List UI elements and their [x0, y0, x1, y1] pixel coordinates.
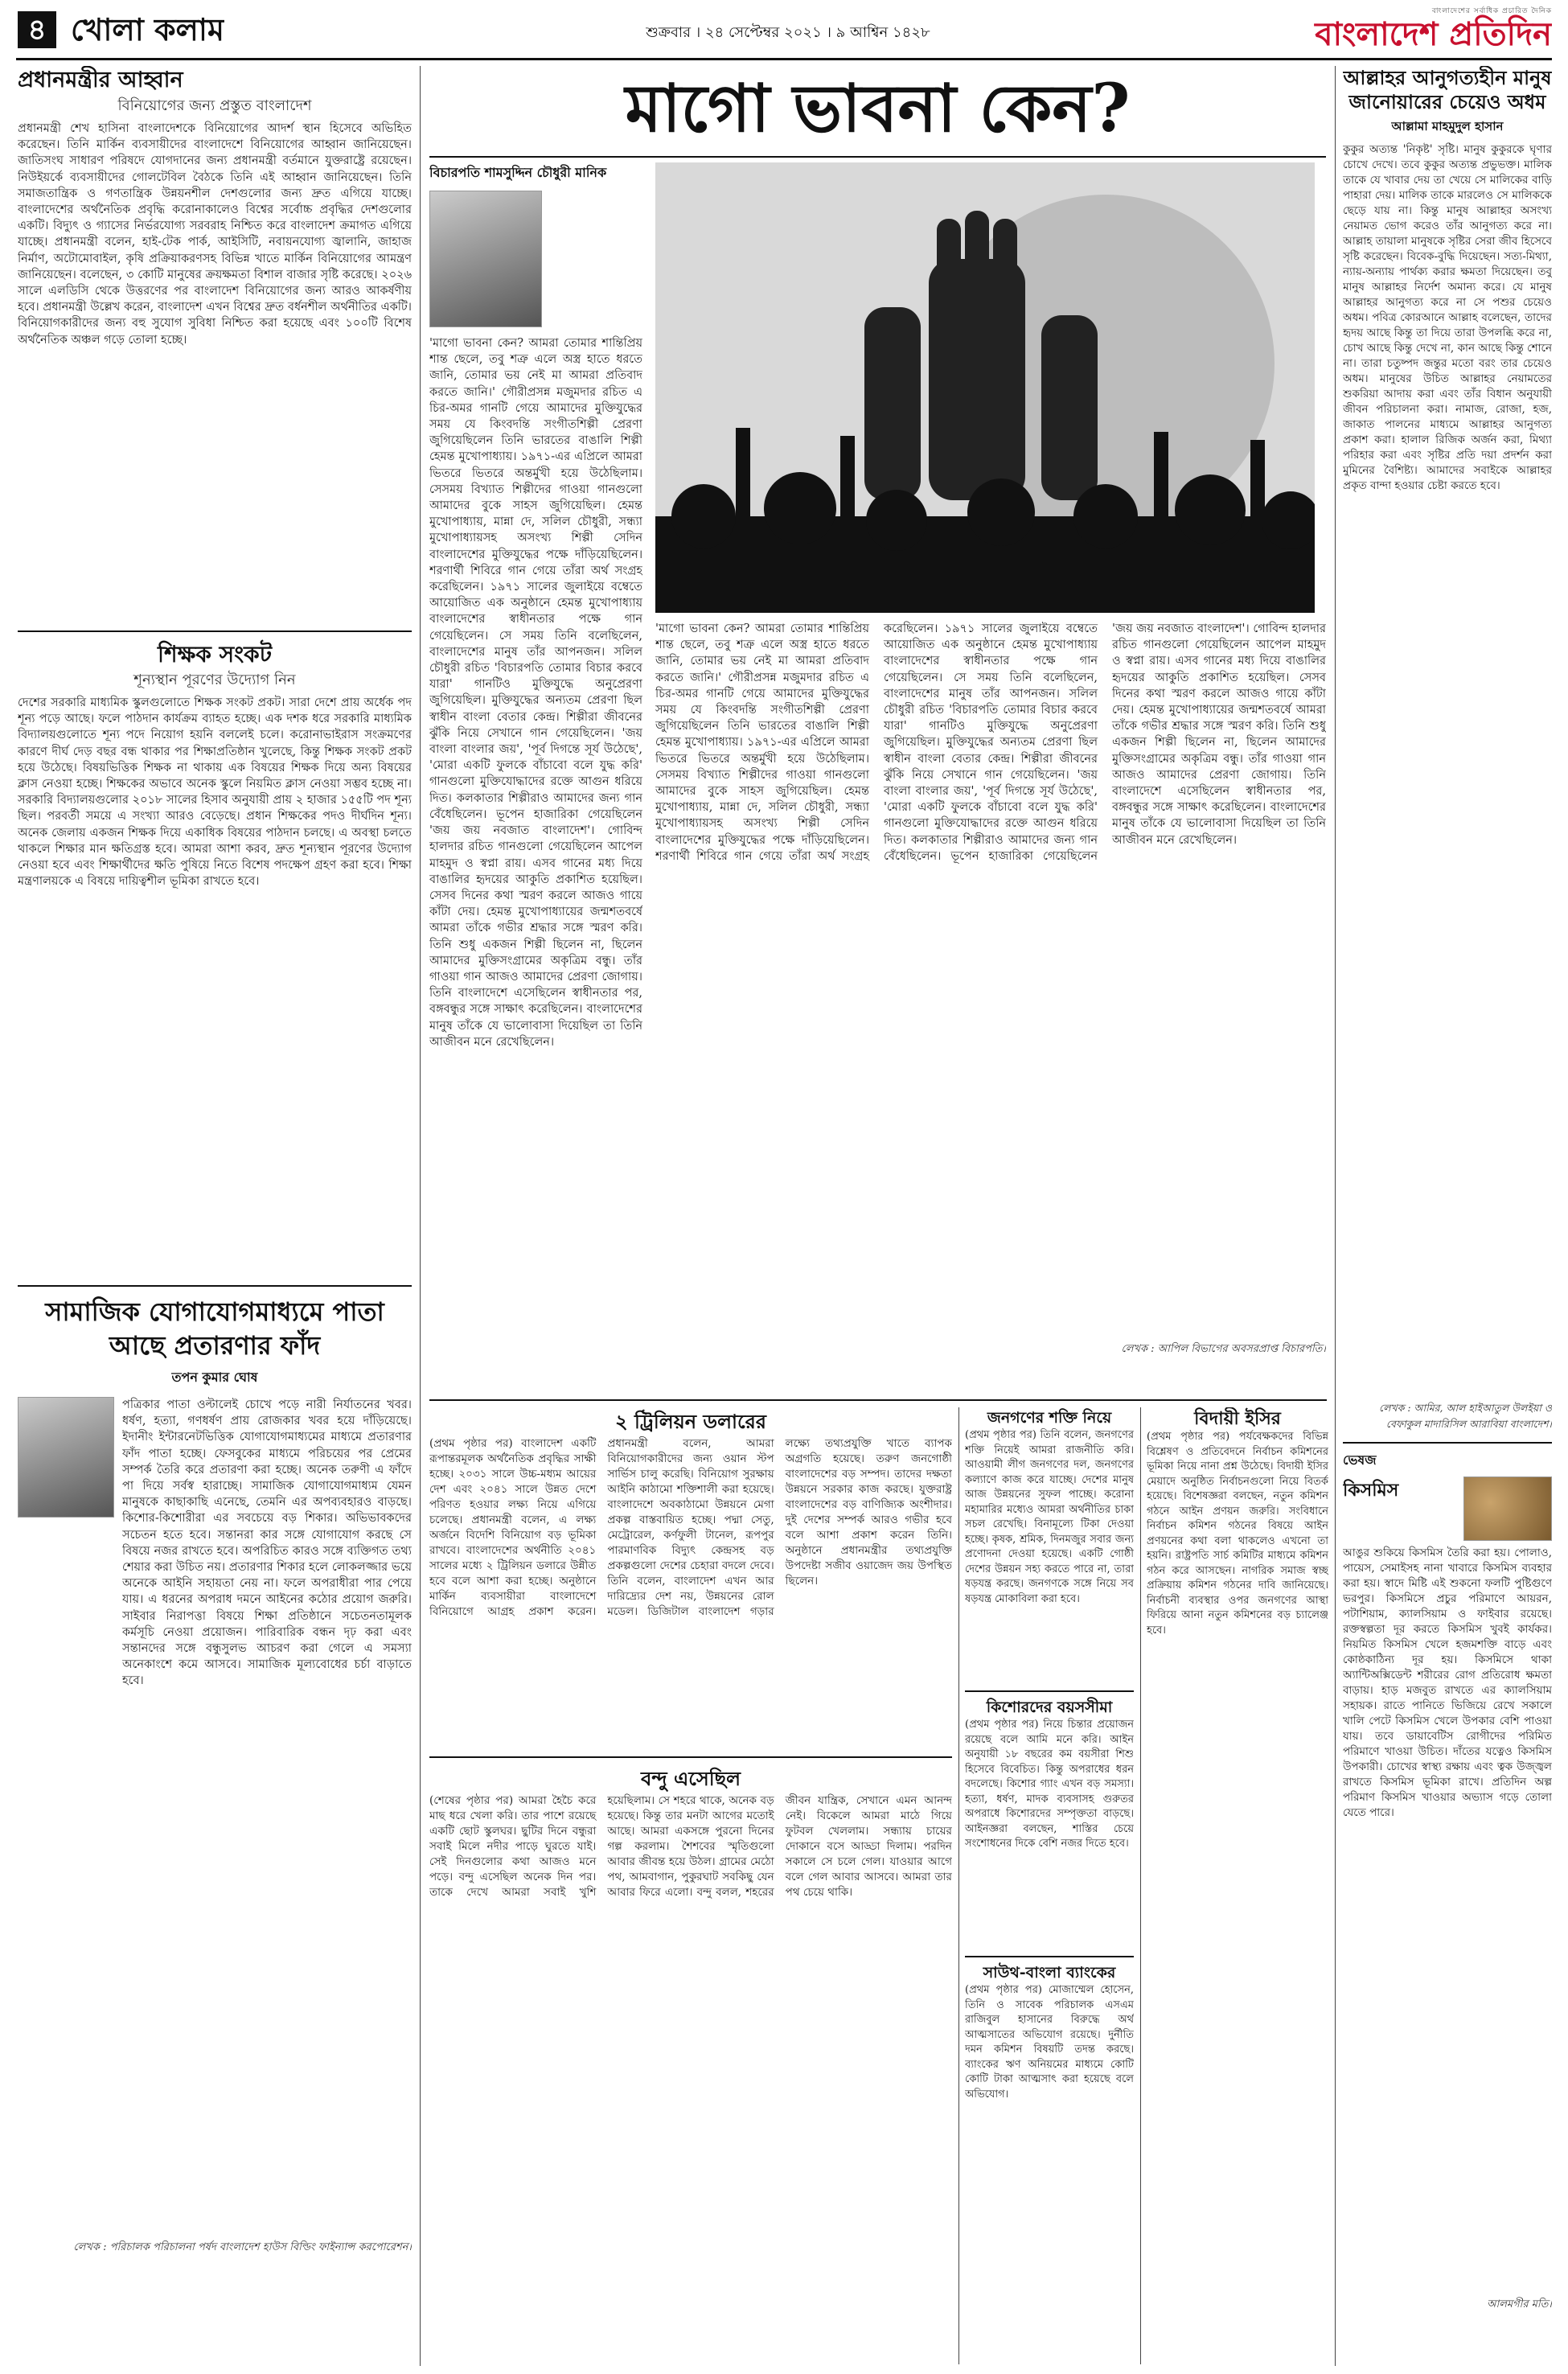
- social-byline: তপন কুমার ঘোষ: [171, 1370, 258, 1385]
- author-photo: [18, 1397, 114, 1518]
- center-article: [429, 64, 1326, 1391]
- column-rule: [958, 1407, 959, 2364]
- allah-body: কুকুর অত্যন্ত 'নিকৃষ্ট' সৃষ্টি। মানুষ কুকুরকে ঘৃণার চোখে দেখে। তবে কুকুর অত্যন্ত প্রভুভক্ত। মালিক তাকে যে খাবার দেয় তা খেয়ে সে মালিকের বাড়ি পাহারা দেয়। মালিক তাকে মারলেও সে মালিককে ছেড়ে যায় না। কিন্তু মানুষ আল্লাহর অসংখ্য নেয়ামত ভোগ করেও তাঁর আনুগত্য করে না। আল্লাহ তায়ালা মানুষকে সৃষ্টির সেরা জীব হিসেবে সৃষ্টি করেছেন। বিবেক-বুদ্ধি দিয়েছেন। সত্য-মিথ্যা, ন্যায়-অন্যায় পার্থক্য করার ক্ষমতা দিয়েছেন। তবু মানুষ আল্লাহর নির্দেশ অমান্য করে। যে মানুষ আল্লাহর আনুগত্য করে না সে পশুর চেয়েও অধম। পবিত্র কোরআনে আল্লাহ বলেছেন, তাদের হৃদয় আছে কিন্তু তা দিয়ে তারা উপলব্ধি করে না, চোখ আছে কিন্তু দেখে না, কান আছে কিন্তু শোনে না। তারা চতুষ্পদ জন্তুর মতো বরং তার চেয়েও অধম। মানুষের উচিত আল্লাহর নেয়ামতের শুকরিয়া আদায় করা এবং তাঁর বিধান অনুযায়ী জীবন পরিচালনা করা। নামাজ, রোজা, হজ, জাকাত পালনের মাধ্যমে আল্লাহর আনুগত্য প্রকাশ করা। হালাল রিজিক অর্জন করা, মিথ্যা পরিহার করা এবং সৃষ্টির প্রতি দয়া প্রদর্শন করা মুমিনের বৈশিষ্ট্য। আমাদের সবাইকে আল্লাহর প্রকৃত বান্দা হওয়ার চেষ্টা করতে হবে।: [1343, 143, 1552, 492]
- masthead[interactable]: [1262, 5, 1552, 53]
- kishor-title: কিশোরদের বয়সসীমা: [986, 1698, 1113, 1716]
- pm-body: প্রধানমন্ত্রী শেখ হাসিনা বাংলাদেশকে বিনিয়োগের আদর্শ স্থান হিসেবে অভিহিত করেছেন। তিনি মার্কিন ব্যবসায়ীদের বাংলাদেশে বিনিয়োগের আহ্বান জানিয়েছেন। জাতিসংঘ সাধারণ পরিষদে যোগদানের জন্য প্রধানমন্ত্রী বর্তমানে যুক্তরাষ্ট্রে রয়েছেন। নিউইয়র্কে ব্যবসায়ীদের গোলটেবিল বৈঠকে তিনি এই আহ্বান জানিয়েছেন। তিনি সমাজতান্ত্রিক ও গণতান্ত্রিক উন্নয়নশীল দেশগুলোর জন্য দ্রুত এগিয়ে যাচ্ছে। বাংলাদেশের অর্থনৈতিক প্রবৃদ্ধি করোনাকালেও বিশ্বের সর্বোচ্চ প্রবৃদ্ধির দেশগুলোর একটি। বিদ্যুৎ ও গ্যাসের নির্ভরযোগ্য সরবরাহ নিশ্চিত করে বাংলাদেশ ক্রমাগত এগিয়ে যাচ্ছে। প্রধানমন্ত্রী বলেন, হাই-টেক পার্ক, আইসিটি, নবায়নযোগ্য জ্বালানি, জাহাজ নির্মাণ, অটোমোবাইল, কৃষি প্রক্রিয়াকরণসহ বিভিন্ন খাতে মার্কিন বিনিয়োগের আমন্ত্রণ জানিয়েছেন। বলেছেন, ৩ কোটি মানুষের ক্রয়ক্ষমতা বিশাল বাজার সৃষ্টি করেছে। ২০২৬ সালে এলডিসি থেকে উত্তরণের পর বাংলাদেশ বিনিয়োগের জন্য আরও আকর্ষণীয় হবে। প্রধানমন্ত্রী উল্লেখ করেন, বাংলাদেশ এখন বিশ্বের দ্রুত বর্ধনশীল অর্থনীতির একটি। বিনিয়োগকারীদের জন্য বহু সুযোগ সুবিধা নিশ্চিত করা হয়েছে এবং ১০০টি বিশেষ অর্থনৈতিক অঞ্চল গড়ে তোলা হচ্ছে।: [18, 122, 412, 347]
- article-body-part-1: 'মাগো ভাবনা কেন? আমরা তোমার শান্তিপ্রিয় শান্ত ছেলে, তবু শত্রু এলে অস্ত্র হাতে ধরতে জানি, তোমার ভয় নেই মা আমরা প্রতিবাদ করতে জানি।' গৌরীপ্রসন্ন মজুমদার রচিত এ চির-অমর গানটি গেয়ে আমাদের মুক্তিযুদ্ধের সময় যে কিংবদন্তি সংগীতশিল্পী প্রেরণা জুগিয়েছিলেন তিনি ভারতের বাঙালি শিল্পী হেমন্ত মুখোপাধ্যায়। ১৯৭১-এর এপ্রিলে আমরা ভিতরে ভিতরে অন্তর্মুখী হয়ে উঠেছিলাম। সেসময় বিখ্যাত শিল্পীদের গাওয়া গানগুলো আমাদের বুকে সাহস জুগিয়েছিল। হেমন্ত মুখোপাধ্যায়, মান্না দে, সলিল চৌধুরী, সন্ধ্যা মুখোপাধ্যায়সহ অসংখ্য শিল্পী সেদিন বাংলাদেশের মুক্তিযুদ্ধের পক্ষে দাঁড়িয়েছিলেন। শরণার্থী শিবিরে গান গেয়ে তাঁরা অর্থ সংগ্রহ করেছিলেন। ১৯৭১ সালের জুলাইয়ে বম্বেতে আয়োজিত এক অনুষ্ঠানে হেমন্ত মুখোপাধ্যায় বাংলাদেশের স্বাধীনতার পক্ষে গান গেয়েছিলেন। সে সময় তিনি বলেছিলেন, বাংলাদেশের মানুষ তাঁর আপনজন। সলিল চৌধুরী রচিত 'বিচারপতি তোমার বিচার করবে যারা' গানটিও মুক্তিযুদ্ধে অনুপ্রেরণা জুগিয়েছিল। মুক্তিযুদ্ধের অন্যতম প্রেরণা ছিল স্বাধীন বাংলা বেতার কেন্দ্র। শিল্পীরা জীবনের ঝুঁকি নিয়ে সেখানে গান গেয়েছিলেন। 'জয় বাংলা বাংলার জয়', 'পূর্ব দিগন্তে সূর্য উঠেছে', 'মোরা একটি ফুলকে বাঁচাবো বলে যুদ্ধ করি' গানগুলো মুক্তিযোদ্ধাদের রক্তে আগুন ধরিয়ে দিত। কলকাতার শিল্পীরাও আমাদের জন্য গান বেঁধেছিলেন। ভূপেন হাজারিকা গেয়েছিলেন 'জয় জয় নবজাত বাংলাদেশ'। গোবিন্দ হালদার রচিত গানগুলো গেয়েছিলেন আপেল মাহমুদ ও স্বপ্না রায়। এসব গানের মধ্য দিয়ে বাঙালির হৃদয়ের আকুতি প্রকাশিত হয়েছিল। সেসব দিনের কথা স্মরণ করলে আজও গায়ে কাঁটা দেয়। হেমন্ত মুখোপাধ্যায়ের জন্মশতবর্ষে আমরা তাঁকে গভীর শ্রদ্ধার সঙ্গে স্মরণ করি। তিনি শুধু একজন শিল্পী ছিলেন না, ছিলেন আমাদের মুক্তিসংগ্রামের অকৃত্রিম বন্ধু। তাঁর গাওয়া গান আজও আমাদের প্রেরণা জোগায়। তিনি বাংলাদেশে এসেছিলেন স্বাধীনতার পর, বঙ্গবন্ধুর সঙ্গে সাক্ষাৎ করেছিলেন। বাংলাদেশের মানুষ তাঁকে যে ভালোবাসা দিয়েছিল তা তিনি আজীবন মনে রেখেছিলেন।: [429, 337, 642, 1049]
- divider: [18, 1285, 412, 1287]
- article-body-part-2: 'মাগো ভাবনা কেন? আমরা তোমার শান্তিপ্রিয় শান্ত ছেলে, তবু শত্রু এলে অস্ত্র হাতে ধরতে জানি, তোমার ভয় নেই মা আমরা প্রতিবাদ করতে জানি।' গৌরীপ্রসন্ন মজুমদার রচিত এ চির-অমর গানটি গেয়ে আমাদের মুক্তিযুদ্ধের সময় যে কিংবদন্তি সংগীতশিল্পী প্রেরণা জুগিয়েছিলেন তিনি ভারতের বাঙালি শিল্পী হেমন্ত মুখোপাধ্যায়। ১৯৭১-এর এপ্রিলে আমরা ভিতরে ভিতরে অন্তর্মুখী হয়ে উঠেছিলাম। সেসময় বিখ্যাত শিল্পীদের গাওয়া গানগুলো আমাদের বুকে সাহস জুগিয়েছিল। হেমন্ত মুখোপাধ্যায়, মান্না দে, সলিল চৌধুরী, সন্ধ্যা মুখোপাধ্যায়সহ অসংখ্য শিল্পী সেদিন বাংলাদেশের মুক্তিযুদ্ধের পক্ষে দাঁড়িয়েছিলেন। শরণার্থী শিবিরে গান গেয়ে তাঁরা অর্থ সংগ্রহ করেছিলেন। ১৯৭১ সালের জুলাইয়ে বম্বেতে আয়োজিত এক অনুষ্ঠানে হেমন্ত মুখোপাধ্যায় বাংলাদেশের স্বাধীনতার পক্ষে গান গেয়েছিলেন। সে সময় তিনি বলেছিলেন, বাংলাদেশের মানুষ তাঁর আপনজন। সলিল চৌধুরী রচিত 'বিচারপতি তোমার বিচার করবে যারা' গানটিও মুক্তিযুদ্ধে অনুপ্রেরণা জুগিয়েছিল। মুক্তিযুদ্ধের অন্যতম প্রেরণা ছিল স্বাধীন বাংলা বেতার কেন্দ্র। শিল্পীরা জীবনের ঝুঁকি নিয়ে সেখানে গান গেয়েছিলেন। 'জয় বাংলা বাংলার জয়', 'পূর্ব দিগন্তে সূর্য উঠেছে', 'মোরা একটি ফুলকে বাঁচাবো বলে যুদ্ধ করি' গানগুলো মুক্তিযোদ্ধাদের রক্তে আগুন ধরিয়ে দিত। কলকাতার শিল্পীরাও আমাদের জন্য গান বেঁধেছিলেন। ভূপেন হাজারিকা গেয়েছিলেন 'জয় জয় নবজাত বাংলাদেশ'। গোবিন্দ হালদার রচিত গানগুলো গেয়েছিলেন আপেল মাহমুদ ও স্বপ্না রায়। এসব গানের মধ্য দিয়ে বাঙালির হৃদয়ের আকুতি প্রকাশিত হয়েছিল। সেসব দিনের কথা স্মরণ করলে আজও গায়ে কাঁটা দেয়। হেমন্ত মুখোপাধ্যায়ের জন্মশতবর্ষে আমরা তাঁকে গভীর শ্রদ্ধার সঙ্গে স্মরণ করি। তিনি শুধু একজন শিল্পী ছিলেন না, ছিলেন আমাদের মুক্তিসংগ্রামের অকৃত্রিম বন্ধু। তাঁর গাওয়া গান আজও আমাদের প্রেরণা জোগায়। তিনি বাংলাদেশে এসেছিলেন স্বাধীনতার পর, বঙ্গবন্ধুর সঙ্গে সাক্ষাৎ করেছিলেন। বাংলাদেশের মানুষ তাঁকে যে ভালোবাসা দিয়েছিল তা তিনি আজীবন মনে রেখেছিলেন।: [655, 622, 1326, 863]
- trillion-body: (প্রথম পৃষ্ঠার পর) বাংলাদেশ একটি রূপান্তরমূলক অর্থনৈতিক প্রবৃদ্ধির সাক্ষী হচ্ছে। ২০৩১ সালে উচ্চ-মধ্যম আয়ের দেশ এবং ২০৪১ সালে উন্নত দেশে পরিণত হওয়ার লক্ষ্য নিয়ে এগিয়ে চলেছে। প্রধানমন্ত্রী বলেন, এ লক্ষ্য অর্জনে বিদেশি বিনিয়োগ বড় ভূমিকা রাখবে। বাংলাদেশের অর্থনীতি ২০৪১ সালের মধ্যে ২ ট্রিলিয়ন ডলারে উন্নীত হবে বলে আশা করা হচ্ছে। অনুষ্ঠানে মার্কিন ব্যবসায়ীরা বাংলাদেশে বিনিয়োগে আগ্রহ প্রকাশ করেন। প্রধানমন্ত্রী বলেন, আমরা বিনিয়োগকারীদের জন্য ওয়ান স্টপ সার্ভিস চালু করেছি। বিনিয়োগ সুরক্ষায় আইনি কাঠামো শক্তিশালী করা হয়েছে। বাংলাদেশে অবকাঠামো উন্নয়নে মেগা প্রকল্প বাস্তবায়িত হচ্ছে। পদ্মা সেতু, মেট্রোরেল, কর্ণফুলী টানেল, রূপপুর পারমাণবিক বিদ্যুৎ কেন্দ্রসহ বড় প্রকল্পগুলো দেশের চেহারা বদলে দেবে। তিনি বলেন, বাংলাদেশ এখন আর দারিদ্র্যের দেশ নয়, উন্নয়নের রোল মডেল। ডিজিটাল বাংলাদেশ গড়ার লক্ষ্যে তথ্যপ্রযুক্তি খাতে ব্যাপক অগ্রগতি হয়েছে। তরুণ জনগোষ্ঠী বাংলাদেশের বড় সম্পদ। তাদের দক্ষতা উন্নয়নে সরকার কাজ করছে। যুক্তরাষ্ট্র বাংলাদেশের বড় বাণিজ্যিক অংশীদার। দুই দেশের সম্পর্ক আরও গভীর হবে বলে আশা প্রকাশ করেন তিনি। অনুষ্ঠানে প্রধানমন্ত্রীর তথ্যপ্রযুক্তি উপদেষ্টা সজীব ওয়াজেদ জয় উপস্থিত ছিলেন।: [429, 1437, 952, 1618]
- kishor-body: (প্রথম পৃষ্ঠার পর) নিয়ে চিন্তার প্রয়োজন রয়েছে বলে আমি মনে করি। আইন অনুযায়ী ১৮ বছরের কম বয়সীরা শিশু হিসেবে বিবেচিত। কিন্তু অপরাধের ধরন বদলেছে। কিশোর গ্যাং এখন বড় সমস্যা। হত্যা, ধর্ষণ, মাদক ব্যবসাসহ গুরুতর অপরাধে কিশোরদের সম্পৃক্ততা বাড়ছে। আইনজ্ঞরা বলছেন, শাস্তির চেয়ে সংশোধনের দিকে বেশি নজর দিতে হবে।: [965, 1719, 1134, 1850]
- divider: [18, 630, 412, 632]
- pm-title: প্রধানমন্ত্রীর আহ্বান: [18, 68, 183, 92]
- column-rule: [1140, 1407, 1141, 2364]
- southbangla-body: (প্রথম পৃষ্ঠার পর) মোজাম্মেল হোসেন, তিনি ও সাবেক পরিচালক এসএম রাজিবুল হাসানের বিরুদ্ধে অর্থ আত্মসাতের অভিযোগ রয়েছে। দুর্নীতি দমন কমিশন বিষয়টি তদন্ত করছে। ব্যাংকের ঋণ অনিয়মের মাধ্যমে কোটি কোটি টাকা আত্মসাৎ করা হয়েছে বলে অভিযোগ।: [965, 1984, 1134, 2101]
- social-title: সামাজিক যোগাযোগমাধ্যমে পাতা আছে প্রতারণার ফাঁদ: [45, 1296, 384, 1361]
- health-endnote: আলমগীর মতি।: [1487, 2298, 1552, 2310]
- allah-byline: আল্লামা মাহমুদুল হাসান: [1391, 119, 1504, 133]
- page-number: ৪: [18, 11, 56, 48]
- social-body: পত্রিকার পাতা ওল্টালেই চোখে পড়ে নারী নির্যাতনের খবর। ধর্ষণ, হত্যা, গণধর্ষণ প্রায় রোজকার খবর হয়ে দাঁড়িয়েছে। ইদানীং ইন্টারনেটভিত্তিক যোগাযোগমাধ্যমের মাধ্যমে প্রতারণার ফাঁদ পাতা হচ্ছে। ফেসবুকের মাধ্যমে পরিচয়ের পর প্রেমের সম্পর্ক তৈরি করে প্রতারণা করা হচ্ছে। অনেক তরুণী এ ফাঁদে পা দিয়ে সর্বস্ব হারাচ্ছে। সামাজিক যোগাযোগমাধ্যম যেমন মানুষকে কাছাকাছি এনেছে, তেমনি এর অপব্যবহারও বাড়ছে। কিশোর-কিশোরীরা এর সবচেয়ে বড় শিকার। অভিভাবকদের সচেতন হতে হবে। সন্তানরা কার সঙ্গে যোগাযোগ করছে সে বিষয়ে নজর রাখতে হবে। অপরিচিত কারও সঙ্গে ব্যক্তিগত তথ্য শেয়ার করা উচিত নয়। প্রতারণার শিকার হলে লোকলজ্জার ভয়ে অনেকে আইনি সহায়তা নেয় না। ফলে অপরাধীরা পার পেয়ে যায়। এ ধরনের অপরাধ দমনে আইনের কঠোর প্রয়োগ জরুরি। সাইবার নিরাপত্তা বিষয়ে শিক্ষা প্রতিষ্ঠানে সচেতনতামূলক কর্মসূচি নেওয়া প্রয়োজন। পারিবারিক বন্ধন দৃঢ় করা এবং সন্তানদের সঙ্গে বন্ধুসুলভ আচরণ করা গেলে এ সমস্যা অনেকাংশে কমে আসবে। সামাজিক মূল্যবোধের চর্চা বাড়াতে হবে।: [122, 1399, 412, 1688]
- column-rule: [420, 66, 421, 2366]
- southbangla-title: সাউথ-বাংলা ব্যাংকের: [983, 1964, 1116, 1982]
- esir-article: [1147, 1407, 1328, 2364]
- teacher-title: শিক্ষক সংকট: [158, 641, 272, 667]
- column-rule: [1335, 66, 1336, 2366]
- janagan-title: জনগণের শক্তি নিয়ে: [987, 1409, 1112, 1427]
- social-endnote: লেখক : পরিচালক পরিচালনা পর্ষদ বাংলাদেশ হাউস বিল্ডিং ফাইন্যান্স করপোরেশন।: [73, 2241, 412, 2253]
- divider: [429, 156, 1326, 158]
- masthead-logo: বাংলাদেশ প্রতিদিন: [1315, 15, 1552, 53]
- janagan-body: (প্রথম পৃষ্ঠার পর) তিনি বলেন, জনগণের শক্তি নিয়েই আমরা রাজনীতি করি। আওয়ামী লীগ জনগণের দল, জনগণের কল্যাণে কাজ করে যাচ্ছে। দেশের মানুষ আজ উন্নয়নের সুফল পাচ্ছে। করোনা মহামারির মধ্যেও আমরা অর্থনীতির চাকা সচল রেখেছি। বিনামূল্যে টিকা দেওয়া হচ্ছে। কৃষক, শ্রমিক, দিনমজুর সবার জন্য প্রণোদনা দেওয়া হয়েছে। একটি গোষ্ঠী দেশের উন্নয়ন সহ্য করতে পারে না, তারা ষড়যন্ত্র করছে। জনগণকে সঙ্গে নিয়ে সব ষড়যন্ত্র মোকাবিলা করা হবে।: [965, 1429, 1134, 1605]
- teacher-body: দেশের সরকারি মাধ্যমিক স্কুলগুলোতে শিক্ষক সংকট প্রকট। সারা দেশে প্রায় অর্ধেক পদ শূন্য পড়ে আছে। ফলে পাঠদান কার্যক্রম ব্যাহত হচ্ছে। এক দশক ধরে সরকারি মাধ্যমিক বিদ্যালয়গুলোতে শূন্য পদে নিয়োগ হয়নি বললেই চলে। করোনাভাইরাস সংক্রমণের কারণে দীর্ঘ দেড় বছর বন্ধ থাকার পর শিক্ষাপ্রতিষ্ঠান খুলেছে, কিন্তু শিক্ষক সংকট প্রকট হয়ে উঠেছে। বিষয়ভিত্তিক শিক্ষক না থাকায় এক বিষয়ের শিক্ষক দিয়ে অন্য বিষয়ের ক্লাস নেওয়া হচ্ছে। শিক্ষকের অভাবে অনেক স্কুলে নিয়মিত ক্লাস নেওয়া সম্ভব হচ্ছে না। সরকারি বিদ্যালয়গুলোর ২০১৮ সালের হিসাব অনুযায়ী প্রায় ২ হাজার ১৫৫টি পদ শূন্য ছিল। পরবর্তী সময়ে এ সংখ্যা আরও বেড়েছে। প্রধান শিক্ষকের পদও দীর্ঘদিন শূন্য। অনেক জেলায় একজন শিক্ষক দিয়ে একাধিক বিষয়ের পাঠদান চলছে। এ অবস্থা চলতে থাকলে শিক্ষার মান ক্ষতিগ্রস্ত হবে। আমরা আশা করব, দ্রুত শূন্যস্থান পূরণের উদ্যোগ নেওয়া হবে এবং শিক্ষার্থীদের ক্ষতি পুষিয়ে নিতে বিশেষ পদক্ষেপ গ্রহণ করা হবে। শিক্ষা মন্ত্রণালয়কে এ বিষয়ে দায়িত্বশীল ভূমিকা রাখতে হবে।: [18, 696, 412, 889]
- raisin-image: [1463, 1477, 1552, 1541]
- illustration-fist-crowd: [655, 162, 1315, 613]
- bandhu-title: বন্দু এসেছিল: [640, 1767, 741, 1790]
- pm-subtitle: বিনিয়োগের জন্য প্রস্তুত বাংলাদেশ: [117, 97, 312, 114]
- bandhu-body: (শেষের পৃষ্ঠার পর) আমরা হৈচৈ করে মাছ ধরে খেলা করি। তার পাশে রয়েছে একটি ছোট স্কুলঘর। ছুটির দিনে বন্ধুরা সবাই মিলে নদীর পাড়ে ঘুরতে যাই। সেই দিনগুলোর কথা আজও মনে পড়ে। বন্দু এসেছিল অনেক দিন পর। তাকে দেখে আমরা সবাই খুশি হয়েছিলাম। সে শহরে থাকে, অনেক বড় হয়েছে। কিন্তু তার মনটা আগের মতোই আছে। আমরা একসঙ্গে পুরনো দিনের গল্প করলাম। শৈশবের স্মৃতিগুলো আবার জীবন্ত হয়ে উঠল। গ্রামের মেঠো পথ, আমবাগান, পুকুরঘাট সবকিছু যেন আবার ফিরে এলো। বন্দু বলল, শহরের জীবন যান্ত্রিক, সেখানে এমন আনন্দ নেই। বিকেলে আমরা মাঠে গিয়ে ফুটবল খেললাম। সন্ধ্যায় চায়ের দোকানে বসে আড্ডা দিলাম। পরদিন সকালে সে চলে গেল। যাওয়ার আগে বলে গেল আবার আসবে। আমরা তার পথ চেয়ে থাকি।: [429, 1794, 952, 1899]
- divider: [965, 1690, 1134, 1692]
- issue-date: শুক্রবার । ২৪ সেপ্টেম্বর ২০২১ । ৯ আশ্বিন ১৪২৮: [646, 24, 930, 41]
- left-column: [18, 66, 412, 2374]
- bottom-rule: [429, 1399, 1327, 1401]
- esir-body: (প্রথম পৃষ্ঠার পর) পর্যবেক্ষকদের বিভিন্ন বিশ্লেষণ ও প্রতিবেদনে নির্বাচন কমিশনের ভূমিকা নিয়ে নানা প্রশ্ন উঠেছে। বিদায়ী ইসির মেয়াদে অনুষ্ঠিত নির্বাচনগুলো নিয়ে বিতর্ক হয়েছে। বিশেষজ্ঞরা বলছেন, নতুন কমিশন গঠনে আইন প্রণয়ন জরুরি। সংবিধানে নির্বাচন কমিশন গঠনের বিষয়ে আইন প্রণয়নের কথা বলা থাকলেও এখনো তা হয়নি। রাষ্ট্রপতি সার্চ কমিটির মাধ্যমে কমিশন গঠন করে আসছেন। নাগরিক সমাজ স্বচ্ছ প্রক্রিয়ায় কমিশন গঠনের দাবি জানিয়েছে। নির্বাচনী ব্যবস্থার ওপর জনগণের আস্থা ফিরিয়ে আনা নতুন কমিশনের বড় চ্যালেঞ্জ হবে।: [1147, 1431, 1328, 1637]
- esir-title: বিদায়ী ইসির: [1194, 1408, 1281, 1429]
- trillion-title: ২ ট্রিলিয়ন ডলারের: [615, 1410, 766, 1433]
- divider: [429, 1756, 952, 1758]
- health-body: আঙুর শুকিয়ে কিসমিস তৈরি করা হয়। পোলাও, পায়েস, সেমাইসহ নানা খাবারে কিসমিস ব্যবহার করা হয়। স্বাদে মিষ্টি এই শুকনো ফলটি পুষ্টিগুণে ভরপুর। কিসমিসে প্রচুর পরিমাণে আয়রন, পটাশিয়াম, ক্যালসিয়াম ও ফাইবার রয়েছে। রক্তস্বল্পতা দূর করতে কিসমিস খুবই কার্যকর। নিয়মিত কিসমিস খেলে হজমশক্তি বাড়ে এবং কোষ্ঠকাঠিন্য দূর হয়। কিসমিসে থাকা অ্যান্টিঅক্সিডেন্ট শরীরের রোগ প্রতিরোধ ক্ষমতা বাড়ায়। হাড় মজবুত রাখতে এর ক্যালসিয়াম সহায়ক। রাতে পানিতে ভিজিয়ে রেখে সকালে খালি পেটে কিসমিস খেলে উপকার বেশি পাওয়া যায়। তবে ডায়াবেটিস রোগীদের পরিমিত পরিমাণে খাওয়া উচিত। দাঁতের যত্নেও কিসমিস উপকারী। চোখের স্বাস্থ্য রক্ষায় এবং ত্বক উজ্জ্বল রাখতে কিসমিস ভূমিকা রাখে। প্রতিদিন অল্প পরিমাণ কিসমিস খাওয়ার অভ্যাস গড়ে তোলা যেতে পারে।: [1343, 1546, 1552, 1819]
- health-label: ভেষজ: [1343, 1452, 1377, 1468]
- author-byline: বিচারপতি শামসুদ্দিন চৌধুরী মানিক: [429, 165, 607, 180]
- trillion-article: [429, 1407, 952, 2364]
- health-title: কিসমিস: [1343, 1480, 1399, 1501]
- main-headline: মাগো ভাবনা কেন?: [625, 70, 1131, 147]
- mid-bottom-column: [965, 1407, 1134, 2364]
- section-title: খোলা কলাম: [71, 11, 224, 47]
- author-photo: [429, 191, 542, 327]
- article-endnote: লেখক : আপিল বিভাগের অবসরপ্রাপ্ত বিচারপতি।: [1121, 1343, 1326, 1355]
- masthead-tagline: বাংলাদেশের সর্বাধিক প্রচারিত দৈনিক: [1431, 7, 1552, 15]
- header-rule: [16, 58, 1552, 60]
- divider: [965, 1956, 1134, 1957]
- divider: [1343, 1442, 1552, 1444]
- allah-endnote: লেখক : আমির, আল হাইআতুল উলইয়া ও বেফাকুল মাদারিসিল আরাবিয়া বাংলাদেশ।: [1379, 1402, 1552, 1430]
- teacher-subtitle: শূন্যস্থান পূরণের উদ্যোগ নিন: [133, 672, 296, 688]
- allah-title: আল্লাহর আনুগত্যহীন মানুষ জানোয়ারের চেয়েও অধম: [1343, 66, 1552, 113]
- right-column: [1343, 66, 1552, 2366]
